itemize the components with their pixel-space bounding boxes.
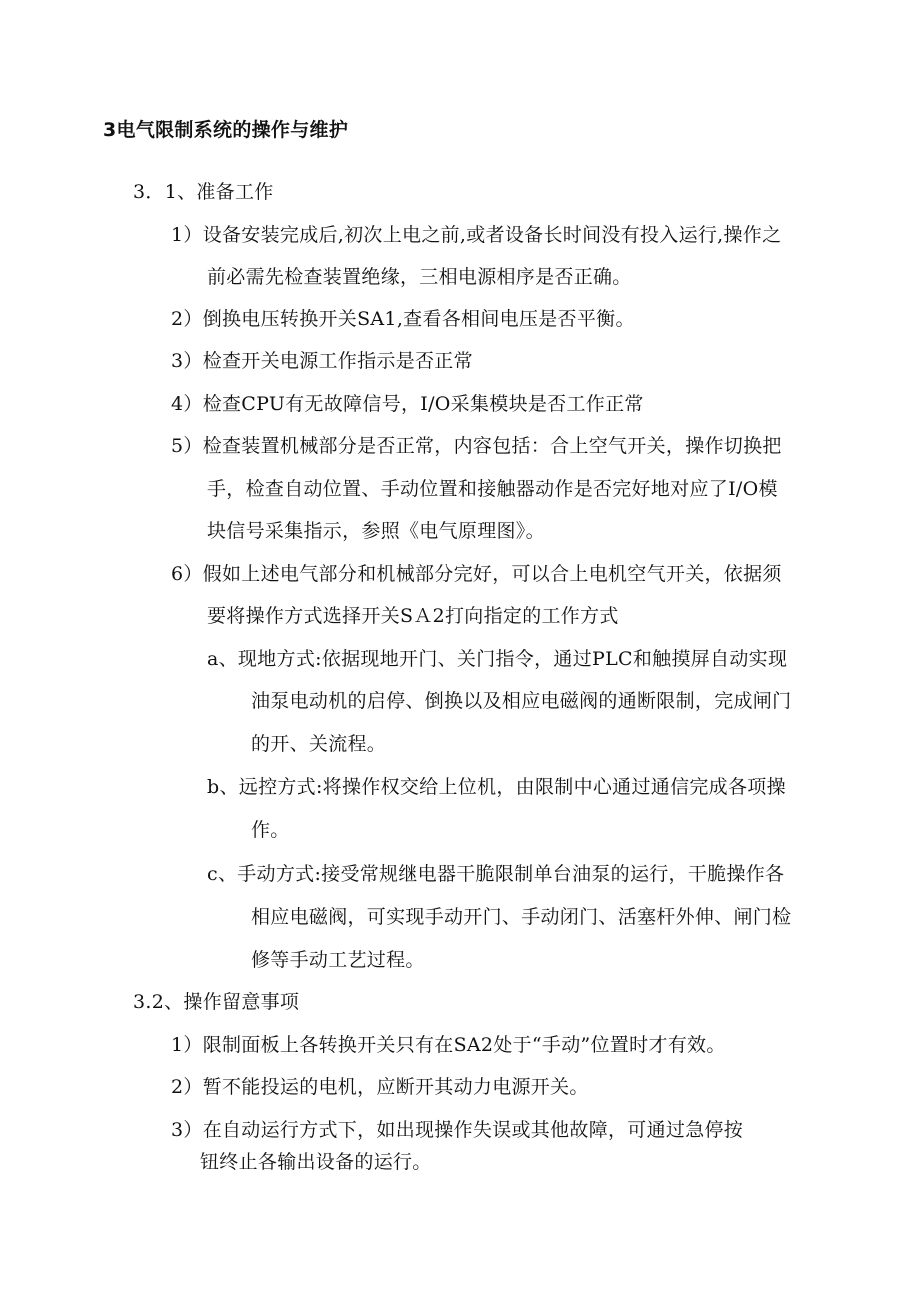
list-item: 2）倒换电压转换开关SA1,查看各相间电压是否平衡。 <box>171 308 635 330</box>
page-title: 3电气限制系统的操作与维护 <box>103 119 349 141</box>
list-item: 1）设备安装完成后,初次上电之前,或者设备长时间没有投入运行,操作之 <box>171 224 782 246</box>
list-item: 4）检查CPU有无故障信号，I/O采集模块是否工作正常 <box>171 393 644 415</box>
list-item-continuation: 块信号采集指示，参照《电气原理图》。 <box>207 520 545 542</box>
sub-item-continuation: 修等手动工艺过程。 <box>251 949 425 971</box>
list-item: 6）假如上述电气部分和机械部分完好，可以合上电机空气开关，依据须 <box>171 563 782 585</box>
list-item-continuation: 手，检查自动位置、手动位置和接触器动作是否完好地对应了I/O模 <box>207 478 778 500</box>
section-heading: 3．1、准备工作 <box>133 181 274 203</box>
sub-item-continuation: 相应电磁阀，可实现手动开门、手动闭门、活塞杆外伸、闸门检 <box>251 906 792 928</box>
list-item: 1）限制面板上各转换开关只有在SA2处于“手动”位置时才有效。 <box>171 1034 726 1056</box>
sub-item: a、现地方式:依据现地开门、关门指令，通过PLC和触摸屏自动实现 <box>207 648 788 670</box>
list-item: 5）检查装置机械部分是否正常，内容包括：合上空气开关，操作切换把 <box>171 435 782 457</box>
sub-item: b、远控方式:将操作权交给上位机，由限制中心通过通信完成各项操 <box>207 776 786 798</box>
list-item-continuation: 钮终止各输出设备的运行。 <box>200 1151 432 1173</box>
list-item: 3）在自动运行方式下，如出现操作失误或其他故障，可通过急停按 <box>171 1119 744 1141</box>
list-item: 3）检查开关电源工作指示是否正常 <box>171 350 473 372</box>
sub-item-continuation: 的开、关流程。 <box>251 733 387 755</box>
sub-item: c、手动方式:接受常规继电器干脆限制单台油泵的运行，干脆操作各 <box>207 863 785 885</box>
section-heading: 3.2、操作留意事项 <box>133 991 300 1013</box>
list-item: 2）暂不能投运的电机，应断开其动力电源开关。 <box>171 1076 589 1098</box>
sub-item-continuation: 作。 <box>251 819 290 841</box>
sub-item-continuation: 油泵电动机的启停、倒换以及相应电磁阀的通断限制，完成闸门 <box>251 690 792 712</box>
list-item-continuation: 前必需先检查装置绝缘，三相电源相序是否正确。 <box>207 266 632 288</box>
list-item-continuation: 要将操作方式选择开关SＡ2打向指定的工作方式 <box>207 605 619 627</box>
